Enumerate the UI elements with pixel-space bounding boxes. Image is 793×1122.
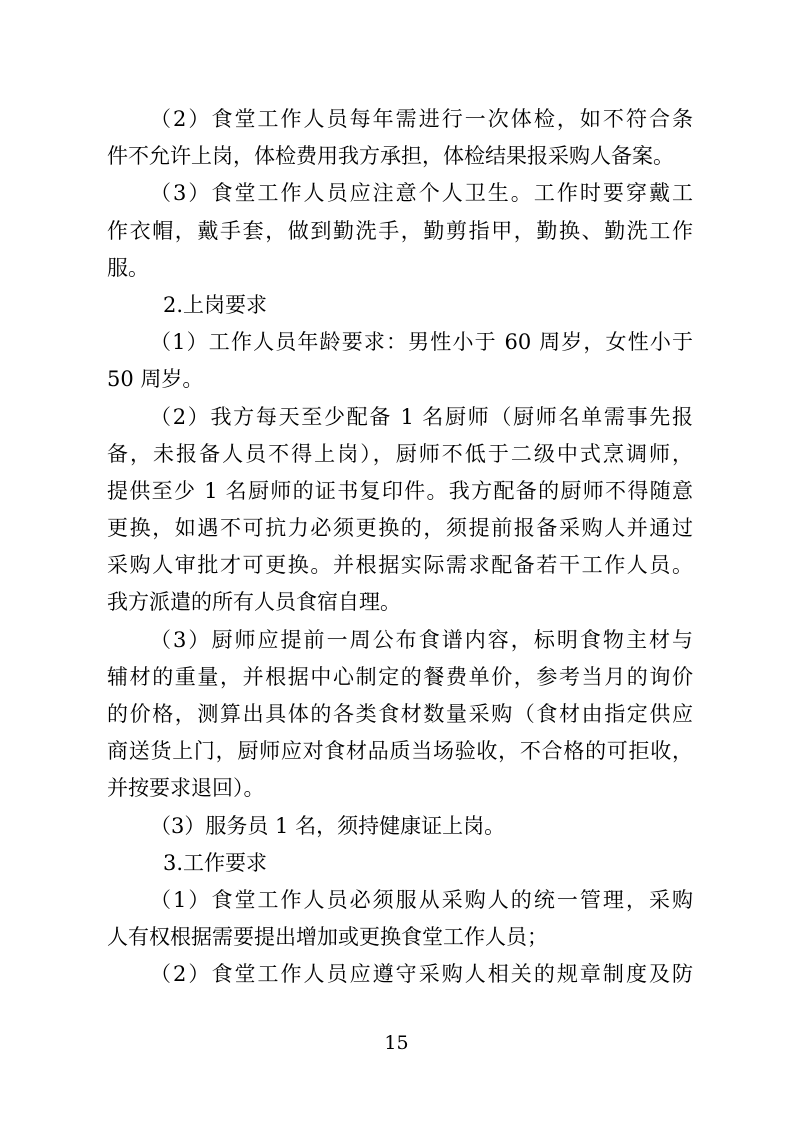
text-line: 备，未报备人员不得上岗），厨师不低于二级中式烹调师， [107,441,693,466]
text-line: 更换，如遇不可抗力必须更换的，须提前报备采购人并通过 [107,516,693,541]
text-line: 采购人审批才可更换。并根据实际需求配备若干工作人员。 [107,553,693,578]
text-line: （1）工作人员年龄要求：男性小于 60 周岁，女性小于 [150,330,693,355]
paragraph-menu-procurement [107,622,693,808]
paragraph-age-requirement [107,324,693,398]
section-heading-work-requirements [107,845,693,882]
section-heading-onboarding-requirements [107,287,693,324]
text-line: （3）食堂工作人员应注意个人卫生。工作时要穿戴工 [150,181,693,206]
text-line: 我方派遣的所有人员食宿自理。 [107,590,401,615]
page-number: 15 [384,1032,409,1054]
text-line: （3）厨师应提前一周公布食谱内容，标明食物主材与 [150,627,693,652]
paragraph-rules [107,956,693,993]
document-body [107,101,693,994]
section-heading-text: 2.上岗要求 [163,292,268,317]
section-heading-text: 3.工作要求 [163,850,268,875]
text-line: （2）食堂工作人员应遵守采购人相关的规章制度及防 [150,962,693,987]
text-line: （2）食堂工作人员每年需进行一次体检，如不符合条 [150,107,693,131]
text-line: 作衣帽，戴手套，做到勤洗手，勤剪指甲，勤换、勤洗工作 [107,218,693,243]
paragraph-waiter [107,808,693,845]
paragraph-hygiene [107,175,693,287]
text-line: （1）食堂工作人员必须服从采购人的统一管理，采购 [150,887,693,912]
paragraph-chef-staffing [107,399,693,622]
text-line: 件不允许上岗，体检费用我方承担，体检结果报采购人备案。 [107,144,674,169]
text-line: 商送货上门，厨师应对食材品质当场验收，不合格的可拒收， [107,739,693,764]
text-line: 并按要求退回）。 [107,776,265,801]
text-line: 提供至少 1 名厨师的证书复印件。我方配备的厨师不得随意 [107,478,693,503]
paragraph-health-check [107,101,693,175]
text-line: 服。 [107,255,149,280]
text-line: 的价格，测算出具体的各类食材数量采购（食材由指定供应 [107,702,693,726]
text-line: 50 周岁。 [107,367,204,392]
text-line: （2）我方每天至少配备 1 名厨师（厨师名单需事先报 [150,404,693,429]
text-line: （3）服务员 1 名，须持健康证上岗。 [150,813,506,838]
paragraph-management [107,882,693,956]
text-line: 人有权根据需要提出增加或更换食堂工作人员； [107,925,548,950]
text-line: 辅材的重量，并根据中心制定的餐费单价，参考当月的询价 [107,664,693,689]
